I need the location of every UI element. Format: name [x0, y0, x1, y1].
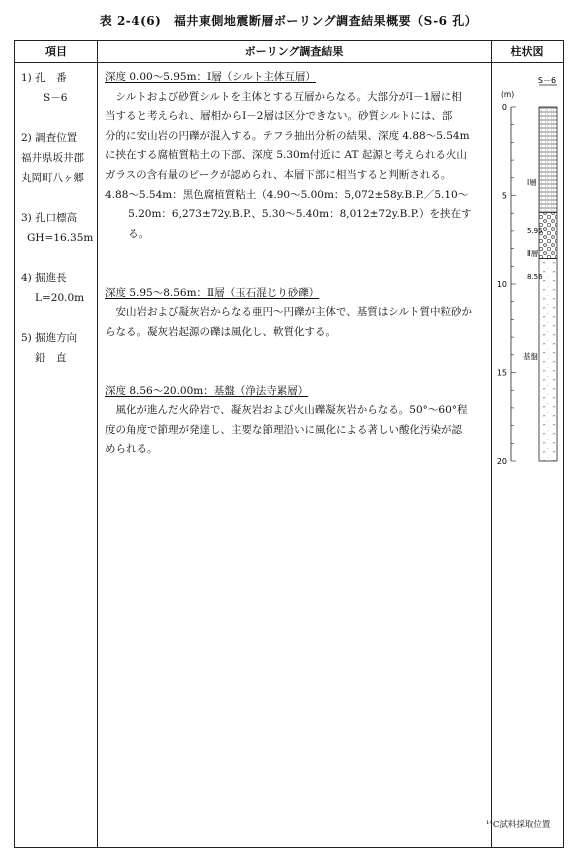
- log-unit: (m): [501, 90, 515, 99]
- section3-line: 度の角度で節理が発達し、主要な節理沿いに風化による著しい酸化汚染が認: [105, 423, 462, 436]
- section1-line: 分的に安山岩の円礫が混入する。テフラ抽出分析の結果、深度 4.88～5.54m: [105, 129, 470, 142]
- section2-heading: 深度 5.95～8.56m：Ⅱ層（玉石混じり砂礫）: [105, 286, 320, 299]
- location-line1: 福井県坂井郡: [21, 152, 84, 164]
- elevation-label: 3) 孔口標高: [21, 212, 78, 224]
- elevation-value: GH=16.35m: [27, 232, 94, 244]
- column-log: [491, 63, 563, 849]
- section1-line: シルトおよび砂質シルトを主体とする互層からなる。大部分がⅠ－1層に相: [115, 90, 462, 103]
- location-line2: 丸岡町八ヶ郷: [21, 172, 84, 184]
- section1-line: ガラスの含有量のピークが認められ、本層下部に相当すると判断される。: [105, 168, 452, 181]
- section1-sub-line: る。: [128, 227, 150, 240]
- column-log-figure: [491, 63, 563, 849]
- summary-table: [14, 40, 564, 848]
- boundary-label-595: 5.95: [527, 227, 543, 235]
- depth-tick-label: 20: [496, 457, 507, 466]
- depth-tick-label: 0: [501, 103, 507, 112]
- depth-tick-label: 15: [496, 368, 507, 378]
- log-layer-tuff: [539, 259, 557, 461]
- item-column: [21, 68, 99, 368]
- log-layer-gravel: [539, 212, 557, 258]
- hole-value: S－6: [43, 92, 68, 104]
- hole-label: 1) 孔 番: [21, 72, 67, 84]
- result-column: [105, 68, 485, 460]
- section3-heading: 深度 8.56～20.00m：基盤（浄法寺累層）: [105, 384, 309, 397]
- section3-line: 風化が進んだ火砕岩で、凝灰岩および火山礫凝灰岩からなる。50°～60°程: [115, 404, 468, 417]
- section1-heading: 深度 0.00～5.95m：Ⅰ層（シルト主体互層）: [105, 71, 316, 83]
- section1-line: に挟在する腐植質粘土の下部、深度 5.30m付近に AT 起源と考えられる火山: [105, 149, 467, 162]
- layer1-label: Ⅰ層: [527, 178, 537, 187]
- header-item: 項目: [15, 41, 97, 63]
- layer2-label: Ⅱ層: [527, 249, 539, 258]
- header-column: 柱状図: [491, 41, 563, 63]
- basement-label: 基盤: [523, 352, 538, 361]
- boundary-label-856: 8.56: [527, 273, 543, 281]
- header-result: ボーリング調査結果: [97, 41, 491, 63]
- location-label: 2) 調査位置: [21, 132, 78, 144]
- page-title: 表 2-4(6) 福井東側地震断層ボーリング調査結果概要（S-6 孔）: [99, 14, 478, 28]
- log-layer-silt: [539, 107, 557, 212]
- section1-sub-line: 5.20m：6,273±72y.B.P.、5.30～5.40m：8,012±72y.B.P.）を挟在す: [128, 208, 472, 221]
- depth-tick-label: 5: [501, 191, 507, 201]
- length-value: L=20.0m: [35, 292, 85, 304]
- section1-sub-line: 4.88～5.54m：黒色腐植質粘土（4.90～5.00m：5,072±58y.B.P.／5.10～: [105, 188, 469, 201]
- section3-line: められる。: [105, 443, 158, 456]
- section2-line: 安山岩および凝灰岩からなる亜円～円礫が主体で、基質はシルト質中粒砂か: [115, 306, 473, 319]
- depth-axis: [497, 103, 516, 466]
- depth-tick-label: 10: [496, 280, 507, 289]
- direction-value: 鉛 直: [35, 352, 67, 364]
- section2-line: らなる。凝灰岩起源の礫は風化し、軟質化する。: [105, 325, 336, 338]
- section1-line: 当すると考えられ、層相からⅠ－2層は区分できない。砂質シルトには、部: [105, 110, 453, 123]
- log-hole-label: S－6: [537, 76, 557, 85]
- length-label: 4) 掘進長: [21, 272, 67, 284]
- c14-sample-footnote: ¹⁴C試料採取位置: [486, 820, 551, 830]
- direction-label: 5) 掘進方向: [21, 332, 78, 344]
- log-layers: [539, 107, 557, 461]
